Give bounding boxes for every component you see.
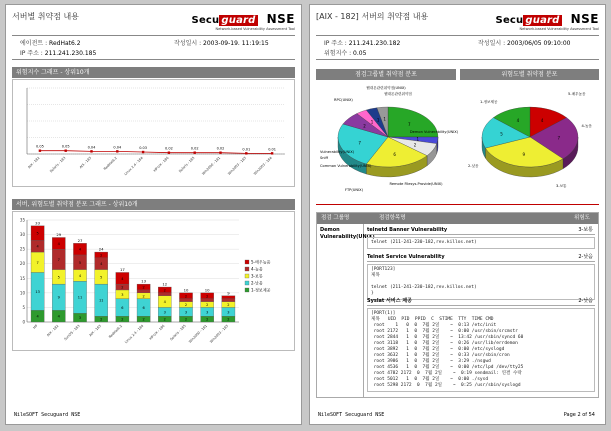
total-label: 33	[35, 220, 41, 226]
segment-label: 4	[163, 300, 166, 305]
legend-swatch	[245, 288, 249, 292]
segment-label: 3	[121, 292, 124, 297]
slice-value-label: 5	[500, 131, 503, 137]
legend-label: 5-매우높음	[251, 259, 271, 265]
risk-label: 위험지수 :	[324, 50, 352, 57]
segment-label: 6	[121, 305, 124, 310]
x-tick-label: AIX - 183	[78, 155, 93, 170]
data-label: 0.05	[61, 144, 70, 149]
slice-name-label: 1-정보제공	[480, 100, 498, 104]
y-tick-label: 35	[19, 217, 25, 223]
data-point	[219, 151, 221, 153]
y-tick-label: 15	[19, 275, 25, 281]
logo-suffix: NSE	[570, 12, 599, 26]
vuln-name: Syslat 서비스 제공	[367, 298, 412, 304]
segment-label: 2	[227, 317, 230, 322]
bar-segment	[137, 290, 150, 293]
risk-index-chart	[12, 79, 295, 187]
segment-label: 3	[163, 310, 166, 315]
slice-name-label: 4-높음	[581, 124, 592, 128]
header-group: 점검 그룹명	[321, 215, 350, 221]
slice-value-label: 7	[407, 121, 411, 127]
data-label: 0.04	[113, 145, 122, 150]
segment-label: 2	[163, 288, 166, 293]
logo-highlight: guard	[525, 15, 560, 26]
group-pie-title: 점검그룹별 취약점 분포	[316, 69, 456, 80]
slice-value-label: 1	[370, 119, 374, 125]
slice-value-label: 6	[393, 152, 396, 158]
legend-label: 4-높음	[251, 266, 263, 272]
segment-label: 11	[98, 298, 104, 303]
vuln-level: 3-보통	[578, 227, 593, 233]
x-tick-label: Solaris - 185	[169, 323, 187, 342]
data-label: 0.01	[242, 147, 251, 152]
data-label: 0.05	[36, 144, 44, 149]
table-header	[317, 213, 598, 224]
data-point	[245, 152, 247, 154]
legend-label: 2-낮음	[251, 280, 263, 286]
segment-label: 4	[36, 244, 39, 249]
legend-swatch	[245, 281, 249, 285]
slice-value-label: 7	[557, 135, 561, 141]
x-tick-label: Win2003 - 183	[209, 323, 230, 344]
slice-value-label: 1	[376, 117, 380, 123]
legend-swatch	[245, 274, 249, 278]
segment-label: 4	[78, 247, 82, 252]
segment-label: 2	[206, 317, 209, 322]
page-footer: NileSOFT Secuguard NSE	[318, 412, 385, 418]
slice-name-label: 웹대몬관련취약점	[384, 92, 412, 96]
slice-name-label: 3-보통	[556, 184, 567, 188]
slice-name-label: Remote Filesys.Provide(UNIX)	[389, 182, 443, 186]
page-footer: NileSOFT Secuguard NSE	[14, 412, 81, 418]
vuln-item	[367, 226, 595, 249]
ip-field	[324, 38, 400, 47]
slice-name-label: FTP(UNIX)	[344, 188, 364, 192]
risk-index-svg	[13, 80, 296, 186]
x-tick-label: Solaris - 185	[177, 155, 196, 174]
vuln-detail: [PORT(1)] 제목 UID PID PPID C STIME TTY TIME CMD root 1 0 0 7월 2일 ~ 0:13 /etc/init root 2172 1 0 7월 2일 ~ 0:00 /usr/sbin/srcmstr root 2844 1 0 7월 2일 ~ 13:42 /usr/sbin/syncd 60 root 3118 1 0 7월 2일 ~ 0:26 /usr/lib/errdemon root 3892 1 0 7월 2일 ~ 0:00 /etc/syslogd root 3632 1 0 7월 2일 ~ 0:33 /usr/sbin/cron root 3986 1 0 7월 2일 ~ 3:29 ./nsgwd root 4536 1 0 7월 2일 ~ 0:00 /etc/lpd /dev/tty25 root 4782 2172 0 7월 2일 ~ 0:19 sendmail: 연결 수락 root 5012 1 0 7월 2일 ~ 0:00 ./sysd root 5298 2172 0 7월 2일 ~ 0:25 /usr/sbin/syslogd	[367, 308, 595, 392]
segment-label: 2	[163, 317, 166, 322]
slice-value-label: 2	[413, 142, 417, 148]
x-tick-label: Win2003 - 183	[227, 155, 248, 176]
segment-label: 13	[35, 289, 40, 294]
segment-label: 2	[142, 317, 145, 322]
date-field	[174, 38, 269, 47]
data-point	[194, 151, 196, 153]
segment-label: 2	[227, 303, 230, 308]
page-title: [AIX - 182] 서버의 취약점 내용	[316, 12, 429, 21]
data-label: 0.02	[216, 146, 225, 151]
segment-label: 5	[100, 275, 103, 280]
data-point	[39, 150, 41, 152]
total-label: 10	[183, 287, 189, 293]
data-label: 0.03	[139, 146, 147, 151]
bar-segment	[201, 299, 214, 302]
segment-label: 3	[206, 310, 209, 315]
header-item: 점검항목명	[379, 215, 406, 221]
x-tick-label: Linux 2.4 - 184	[123, 323, 145, 345]
distribution-svg	[13, 212, 296, 350]
segment-label: 6	[142, 305, 145, 310]
vulnerability-table	[316, 212, 599, 398]
total-label: 10	[204, 287, 210, 293]
info-divider	[316, 59, 599, 60]
segment-label: 4	[36, 314, 39, 319]
date-value: 2003/06/05 09:10:00	[507, 40, 571, 47]
segment-label: 2	[184, 294, 188, 299]
slice-name-label: 웹대몬관련취약점(UNIX)	[366, 86, 406, 90]
segment-label: 7	[57, 257, 60, 262]
os-value: RedHat6.2	[49, 40, 81, 47]
ip-label: IP 주소 :	[20, 50, 43, 57]
segment-label: 5	[78, 260, 82, 265]
segment-label: 4	[57, 314, 60, 319]
y-tick-label: 25	[19, 246, 25, 252]
x-tick-label: RedHat6.2	[102, 155, 119, 171]
series-line	[40, 151, 272, 154]
logo-highlight: guard	[221, 15, 256, 26]
risk-value: 0.05	[353, 50, 367, 57]
total-label: 9	[227, 290, 230, 296]
vuln-name: Telnet Service Vulnerability	[367, 254, 445, 260]
vuln-level: 2-낮음	[578, 254, 593, 260]
slice-name-label: Sniff	[320, 156, 329, 160]
logo-prefix: Secu	[495, 15, 524, 26]
y-tick-label: 30	[19, 232, 25, 238]
segment-label: 3	[227, 310, 230, 315]
report-page-1	[5, 4, 302, 425]
segment-label: 4	[57, 241, 60, 246]
x-tick-label: AIX - 182	[27, 155, 41, 170]
risk-pie-title: 위험도별 취약점 분포	[460, 69, 599, 80]
section-rule	[316, 204, 599, 205]
logo-tagline: Network-based Vulnerability Assessment Tool	[519, 27, 599, 31]
logo-suffix: NSE	[266, 12, 295, 26]
x-tick-label: Win2000 - 181	[201, 155, 222, 176]
slice-name-label: Demon Vulnerability(UNIX)	[409, 130, 458, 134]
y-tick-label: 5	[22, 304, 25, 310]
logo-tagline: Network-based Vulnerability Assessment Tool	[215, 27, 295, 31]
page-number: Page 2 of 54	[563, 412, 595, 418]
x-tick-label: Win2003 - 184	[252, 155, 273, 176]
x-tick-label: HP-UX - 186	[148, 323, 166, 341]
ip-field	[20, 48, 96, 57]
total-label: 12	[162, 281, 168, 287]
slice-value-label: 4	[516, 118, 520, 124]
slice-value-label: 9	[522, 152, 526, 158]
legend-label: 1-정보제공	[251, 287, 271, 293]
x-tick-label: HP-UX - 186	[152, 155, 170, 173]
vuln-item	[367, 297, 595, 392]
header-level: 위험도	[574, 215, 590, 221]
date-value: 2003-09-19. 11:19:15	[203, 40, 269, 47]
total-label: 29	[56, 231, 62, 237]
slice-name-label: 2-낮음	[468, 164, 479, 168]
segment-label: 4	[78, 273, 82, 278]
segment-label: 5	[57, 275, 60, 280]
risk-pie-chart	[460, 81, 601, 199]
segment-label: 2	[100, 253, 103, 258]
segment-label: 2	[206, 294, 209, 299]
slice-name-label: Vulnerability(UNIX)	[320, 150, 355, 154]
slice-value-label: 7	[358, 140, 361, 146]
data-point	[116, 150, 118, 152]
header-divider	[12, 35, 295, 36]
os-field	[20, 38, 81, 47]
x-tick-label: Solaris - 183	[48, 155, 67, 174]
ip-value: 211.241.230.182	[348, 40, 401, 47]
vuln-detail: [PORT123] 제목 telnet (211-241-230-182,rev.killos.net) }	[367, 264, 595, 300]
secuguard-logo	[192, 8, 295, 31]
data-label: 0.02	[165, 146, 173, 151]
segment-label: 2	[206, 303, 209, 308]
slice-value-label: 1	[383, 116, 386, 122]
segment-label: 2	[121, 285, 124, 290]
segment-label: 2	[142, 285, 145, 290]
x-tick-label: Linux 2.4 - 184	[123, 155, 144, 177]
data-point	[168, 151, 170, 153]
segment-label: 2	[184, 317, 188, 322]
data-label: 0.02	[190, 146, 199, 151]
bar-segment	[222, 299, 235, 302]
data-label: 0.04	[87, 145, 96, 150]
legend-swatch	[245, 267, 249, 271]
data-point	[90, 150, 92, 152]
x-tick-label: AIX - 182	[46, 323, 60, 338]
ip-value: 211.241.230.185	[44, 50, 97, 57]
logo-prefix: Secu	[191, 15, 220, 26]
slice-value-label: 1	[416, 136, 420, 142]
os-label: 에이전트 :	[20, 40, 48, 47]
slice-name-label: Common Vulnerability(UNIX)	[320, 164, 372, 168]
data-point	[65, 150, 67, 152]
group-pie-chart	[316, 81, 458, 199]
total-label: 13	[141, 278, 147, 284]
segment-label: 3	[184, 310, 188, 315]
x-tick-label: SunOS - 183	[63, 323, 81, 342]
group-name-cell: Demon Vulnerability(UNIX)	[317, 224, 364, 397]
legend-label: 3-보통	[251, 273, 263, 279]
segment-label: 5	[36, 231, 39, 236]
data-label: 0.01	[268, 147, 276, 152]
x-tick-label: RedHat6.2	[108, 323, 124, 339]
data-point	[142, 151, 144, 153]
total-label: 17	[119, 266, 125, 272]
segment-label: 4	[100, 262, 103, 267]
vuln-detail: telnet (211-241-230-182,rev.killos.net)	[367, 237, 595, 249]
slice-value-label: 4	[540, 118, 544, 124]
y-tick-label: 20	[19, 261, 25, 267]
bar-segment	[158, 293, 171, 296]
x-tick-label: HP	[32, 323, 39, 330]
segment-label: 11	[77, 295, 83, 300]
page-title: 서버별 취약점 내용	[12, 12, 79, 21]
date-label: 작성일시 :	[478, 40, 506, 47]
secuguard-logo	[496, 8, 599, 31]
vuln-name: telnetd Banner Vulnerability	[367, 227, 448, 233]
bar-segment	[222, 296, 235, 299]
segment-label: 2	[184, 303, 188, 308]
report-page-2	[309, 4, 606, 425]
segment-label: 2	[142, 294, 145, 299]
segment-label: 9	[57, 295, 60, 300]
legend-swatch	[245, 260, 249, 264]
y-tick-label: 0	[22, 319, 25, 325]
date-label: 작성일시 :	[174, 40, 202, 47]
x-tick-label: AIX - 183	[88, 323, 102, 338]
x-tick-label: Win2000 - 181	[187, 323, 208, 344]
ip-label: IP 주소 :	[324, 40, 347, 47]
segment-label: 7	[36, 260, 39, 265]
risk-index-section-title: 위험지수 그래프 - 상위10개	[12, 67, 295, 78]
header-divider	[316, 35, 599, 36]
y-tick-label: 10	[19, 290, 25, 296]
distribution-section-title: 서버, 위험도별 취약점 분포 그래프 - 상위10개	[12, 199, 295, 210]
date-field	[478, 38, 570, 47]
distribution-chart	[12, 211, 295, 351]
segment-label: 4	[121, 276, 124, 281]
segment-label: 2	[121, 317, 124, 322]
risk-field	[324, 48, 366, 57]
total-label: 27	[77, 237, 83, 243]
vuln-level: 2-낮음	[578, 298, 593, 304]
info-divider	[12, 59, 295, 60]
slice-name-label: RPC(UNIX)	[334, 98, 353, 102]
segment-label: 2	[100, 317, 103, 322]
slice-value-label: 2	[363, 123, 366, 129]
segment-label: 3	[78, 316, 82, 321]
data-point	[271, 152, 273, 154]
bar-segment	[179, 299, 192, 302]
total-label: 24	[98, 246, 104, 252]
vuln-item	[367, 253, 595, 300]
slice-name-label: 5-매우높음	[568, 92, 586, 96]
